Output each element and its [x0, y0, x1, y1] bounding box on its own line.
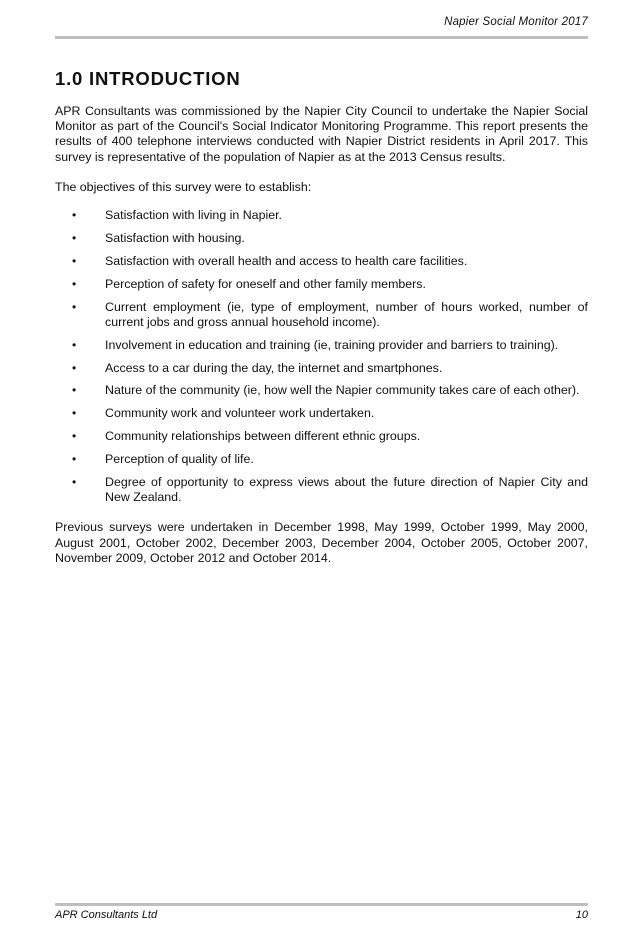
objective-item	[55, 383, 588, 398]
objectives-lead-paragraph: The objectives of this survey were to establish:	[55, 179, 312, 194]
page-footer	[55, 903, 588, 924]
objective-text: Nature of the community (ie, how well the Napier community takes care of each other).	[105, 383, 580, 398]
objective-item	[55, 300, 588, 330]
bullet-icon: •	[72, 360, 77, 375]
objective-item	[55, 277, 588, 292]
objective-item	[55, 231, 588, 246]
page-body	[55, 104, 588, 566]
bullet-icon: •	[72, 475, 77, 490]
objective-text: Perception of safety for oneself and other family members.	[105, 276, 426, 291]
objective-text: Satisfaction with housing.	[105, 230, 245, 245]
objective-text: Access to a car during the day, the internet and smartphones.	[105, 360, 443, 375]
bullet-icon: •	[72, 276, 77, 291]
objective-text: Community work and volunteer work undertaken.	[105, 406, 375, 421]
bullet-icon: •	[72, 452, 77, 467]
intro-paragraph: APR Consultants was commissioned by the Napier City Council to undertake the Napier Social Monitor as part of the Council's Social Indicator Monitoring Programme. This report presents the results of 400 telephone interviews conducted with Napier District residents in April 2017. This survey is representative of the population of Napier as at the 2013 Census results.	[55, 104, 588, 164]
objective-item	[55, 361, 588, 376]
objective-item	[55, 208, 588, 223]
bullet-icon: •	[72, 406, 77, 421]
objective-text: Current employment (ie, type of employment, number of hours worked, number of current jobs and gross annual household income).	[105, 299, 588, 329]
page-header	[55, 14, 588, 39]
objective-item	[55, 406, 588, 421]
bullet-icon: •	[72, 299, 77, 314]
footer-company: APR Consultants Ltd	[55, 909, 158, 921]
objective-text: Degree of opportunity to express views about the future direction of Napier City and New Zealand.	[105, 475, 588, 505]
bullet-icon: •	[72, 208, 77, 223]
page-number: 10	[575, 909, 588, 921]
section-title: 1.0 INTRODUCTION	[55, 68, 241, 89]
objective-item	[55, 475, 588, 505]
objective-text: Community relationships between different ethnic groups.	[105, 429, 421, 444]
objective-text: Involvement in education and training (ie, training provider and barriers to training).	[105, 337, 559, 352]
objectives-list	[55, 208, 588, 505]
objective-item	[55, 338, 588, 353]
objective-text: Perception of quality of life.	[105, 452, 254, 467]
bullet-icon: •	[72, 383, 77, 398]
objective-item	[55, 254, 588, 269]
bullet-icon: •	[72, 337, 77, 352]
objective-item	[55, 429, 588, 444]
header-title: Napier Social Monitor 2017	[444, 16, 588, 28]
objective-item	[55, 452, 588, 467]
objective-text: Satisfaction with overall health and access to health care facilities.	[105, 253, 468, 268]
bullet-icon: •	[72, 253, 77, 268]
objective-text: Satisfaction with living in Napier.	[105, 208, 282, 223]
bullet-icon: •	[72, 230, 77, 245]
previous-surveys-paragraph: Previous surveys were undertaken in December 1998, May 1999, October 1999, May 2000, August 2001, October 2002, December 2003, December 2004, October 2005, October 2007, November 2009, October 2012 and October 2014.	[55, 520, 588, 565]
bullet-icon: •	[72, 429, 77, 444]
